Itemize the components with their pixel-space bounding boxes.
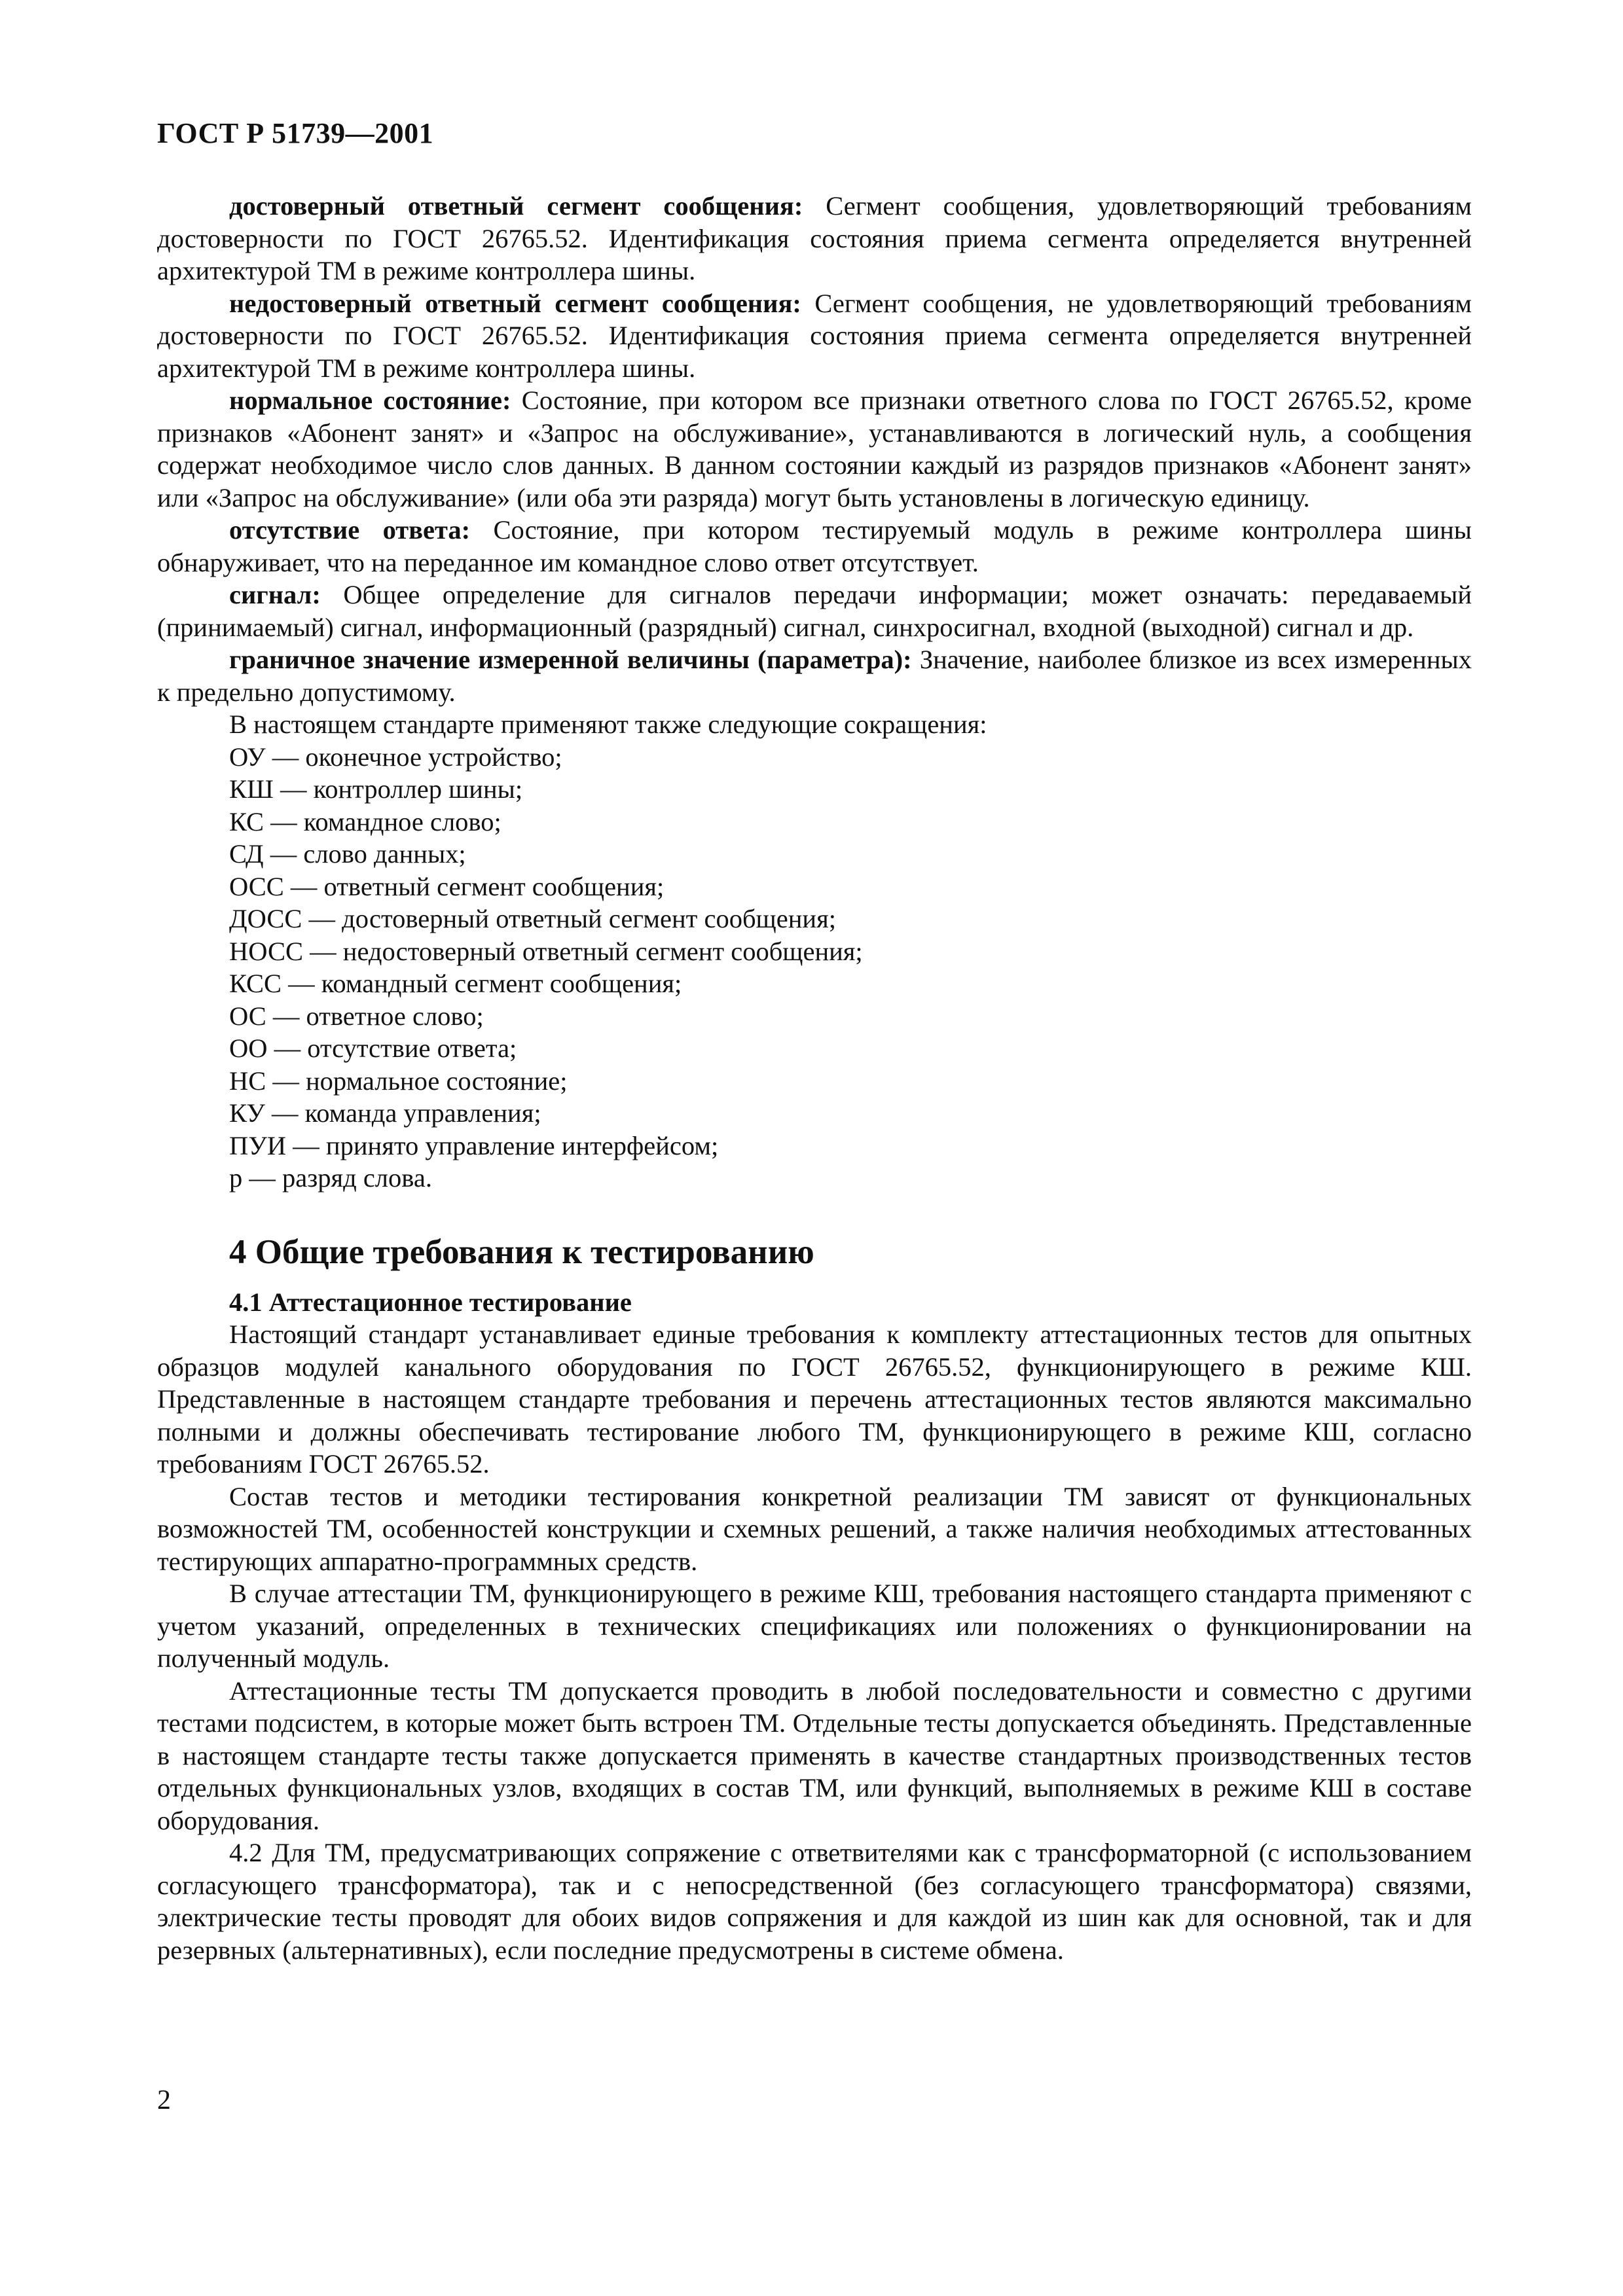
- abbreviations-intro: В настоящем стандарте применяют также следующие сокращения:: [229, 709, 987, 739]
- body-paragraph: 4.2 Для ТМ, предусматривающих сопряжение с ответвителями как с трансформаторной (с использованием согласующего трансформатора), так и с непосредственной (без согласующего трансформатора) связями, электрические тесты проводят для обоих видов сопряжения и для каждой из шин как для основной, так и для резервных (альтернативных), если последние предусмотрены в системе обмена.: [157, 1838, 1472, 1965]
- body-paragraph: Аттестационные тесты ТМ допускается проводить в любой последовательности и совместно с другими тестами подсистем, в которые может быть встроен ТМ. Отдельные тесты допускается объединять. Представленные в настоящем стандарте тесты также допускается применять в качестве стандартных производственных тестов отдельных функциональных узлов, входящих в состав ТМ, или функций, выполняемых в режиме КШ в составе оборудования.: [157, 1676, 1472, 1835]
- abbreviation-item: КШ — контроллер шины;: [229, 774, 523, 804]
- abbreviation-item: КС — командное слово;: [229, 806, 501, 836]
- definition-paragraph: [157, 514, 1472, 579]
- definition-paragraph: [157, 190, 1472, 287]
- abbreviations-list: [157, 741, 1472, 1194]
- abbreviation-item: ОО — отсутствие ответа;: [229, 1033, 517, 1063]
- definition-term: нормальное состояние:: [229, 386, 511, 415]
- definition-term: граничное значение измеренной величины (параметра):: [229, 645, 912, 674]
- document-header: ГОСТ Р 51739—2001: [157, 117, 434, 149]
- definition-text: Значение, наиболее близкое из всех измеренных к предельно допустимому.: [157, 645, 1472, 707]
- body-paragraph: Настоящий стандарт устанавливает единые требования к комплекту аттестационных тестов для опытных образцов модулей канального оборудования по ГОСТ 26765.52, функционирующего в режиме КШ. Представленные в настоящем стандарте требования и перечень аттестационных тестов являются максимально полными и должны обеспечивать тестирование любого ТМ, функционирующего в режиме КШ, согласно требованиям ГОСТ 26765.52.: [157, 1319, 1472, 1479]
- page-number: 2: [157, 2085, 171, 2115]
- definition-paragraph: [157, 384, 1472, 514]
- definition-text: Состояние, при котором тестируемый модуль в режиме контроллера шины обнаруживает, что на переданное им командное слово ответ отсутствует.: [157, 515, 1472, 577]
- abbreviation-item: ПУИ — принято управление интерфейсом;: [229, 1130, 719, 1160]
- definition-term: достоверный ответный сегмент сообщения:: [229, 191, 803, 221]
- definition-paragraph: [157, 643, 1472, 708]
- abbreviation-item: ДОСС — достоверный ответный сегмент сообщения;: [229, 904, 836, 933]
- definition-paragraph: [157, 287, 1472, 385]
- body-paragraph: Состав тестов и методики тестирования конкретной реализации ТМ зависят от функциональных возможностей ТМ, особенностей конструкции и схемных решений, а также наличия необходимых аттестованных тестирующих аппаратно-программных средств.: [157, 1481, 1472, 1576]
- definition-text: Сегмент сообщения, не удовлетворяющий требованиям достоверности по ГОСТ 26765.52. Идентификация состояния приема сегмента определяется внутренней архитектурой ТМ в режиме контроллера шины.: [157, 288, 1472, 383]
- definition-text: Общее определение для сигналов передачи информации; может означать: передаваемый (принимаемый) сигнал, информационный (разрядный) сигнал, синхросигнал, входной (выходной) сигнал и др.: [157, 580, 1472, 642]
- abbreviation-item: ОС — ответное слово;: [229, 1001, 484, 1031]
- abbreviation-item: р — разряд слова.: [229, 1163, 432, 1193]
- abbreviation-item: СД — слово данных;: [229, 839, 466, 869]
- definition-term: недостоверный ответный сегмент сообщения:: [229, 288, 801, 318]
- abbreviation-item: ОСС — ответный сегмент сообщения;: [229, 871, 665, 901]
- abbreviation-item: ОУ — оконечное устройство;: [229, 742, 562, 772]
- definition-term: отсутствие ответа:: [229, 515, 471, 545]
- body-paragraph: В случае аттестации ТМ, функционирующего в режиме КШ, требования настоящего стандарта применяют с учетом указаний, определенных в технических спецификациях или положениях о функционировании на полученный модуль.: [157, 1579, 1472, 1673]
- abbreviation-item: КСС — командный сегмент сообщения;: [229, 969, 682, 998]
- definition-term: сигнал:: [229, 580, 321, 609]
- section-title: 4 Общие требования к тестированию: [229, 1232, 814, 1271]
- definition-text: Сегмент сообщения, удовлетворяющий требованиям достоверности по ГОСТ 26765.52. Идентификация состояния приема сегмента определяется внутренней архитектурой ТМ в режиме контроллера шины.: [157, 191, 1472, 285]
- abbreviation-item: НОСС — недостоверный ответный сегмент сообщения;: [229, 936, 863, 966]
- definition-paragraph: [157, 579, 1472, 643]
- abbreviation-item: НС — нормальное состояние;: [229, 1066, 568, 1096]
- page-content: [157, 190, 1472, 1966]
- abbreviation-item: КУ — команда управления;: [229, 1098, 541, 1128]
- subsection-title: 4.1 Аттестационное тестирование: [229, 1287, 632, 1317]
- definition-text: Состояние, при котором все признаки ответного слова по ГОСТ 26765.52, кроме признаков «Абонент занят» и «Запрос на обслуживание», устанавливаются в логический нуль, а сообщения содержат необходимое число слов данных. В данном состоянии каждый из разрядов признаков «Абонент занят» или «Запрос на обслуживание» (или оба эти разряда) могут быть установлены в логическую единицу.: [157, 386, 1472, 512]
